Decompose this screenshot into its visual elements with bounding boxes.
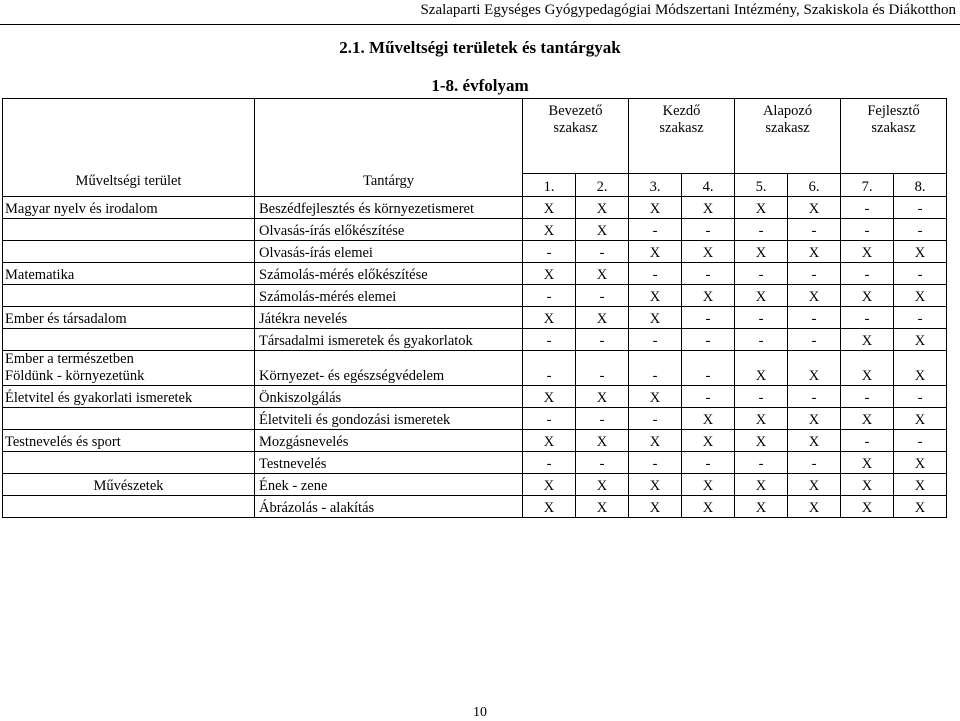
cell-mark: X <box>841 241 894 263</box>
cell-mark: - <box>841 263 894 285</box>
cell-mark: X <box>682 408 735 430</box>
cell-mark: X <box>523 386 576 408</box>
cell-mark: X <box>523 197 576 219</box>
cell-mark: - <box>523 351 576 386</box>
cell-mark: X <box>788 197 841 219</box>
cell-mark: X <box>682 474 735 496</box>
cell-subject: Számolás-mérés elemei <box>255 285 523 307</box>
table-row <box>3 307 947 329</box>
cell-mark: - <box>576 241 629 263</box>
cell-mark: X <box>841 474 894 496</box>
phase-name: Bevezető <box>548 103 603 119</box>
cell-area <box>3 329 255 351</box>
cell-mark: - <box>682 307 735 329</box>
table-row <box>3 452 947 474</box>
cell-mark: X <box>682 496 735 518</box>
phase-suffix: szakasz <box>765 120 810 136</box>
header-subject: Tantárgy <box>255 99 523 197</box>
cell-mark: - <box>576 408 629 430</box>
cell-mark: - <box>735 452 788 474</box>
grade-header: 1. <box>523 174 576 197</box>
grade-header: 5. <box>735 174 788 197</box>
cell-mark: X <box>629 430 682 452</box>
cell-mark: - <box>576 351 629 386</box>
cell-area <box>3 496 255 518</box>
table-row <box>3 351 947 386</box>
cell-mark: - <box>523 408 576 430</box>
grade-header: 7. <box>841 174 894 197</box>
cell-mark: - <box>629 452 682 474</box>
table-row <box>3 386 947 408</box>
cell-mark: X <box>788 408 841 430</box>
phase-name: Kezdő <box>662 103 701 119</box>
cell-area: Testnevelés és sport <box>3 430 255 452</box>
cell-mark: - <box>841 307 894 329</box>
cell-mark: - <box>576 285 629 307</box>
cell-mark: X <box>576 197 629 219</box>
cell-mark: - <box>629 408 682 430</box>
cell-mark: X <box>735 241 788 263</box>
area-line: Ember a természetben <box>5 351 134 367</box>
cell-mark: - <box>788 219 841 241</box>
cell-mark: - <box>629 351 682 386</box>
cell-area: Életvitel és gyakorlati ismeretek <box>3 386 255 408</box>
header-area: Műveltségi terület <box>3 99 255 197</box>
cell-mark: X <box>735 496 788 518</box>
cell-mark: - <box>841 430 894 452</box>
cell-mark: X <box>682 285 735 307</box>
table-row <box>3 219 947 241</box>
cell-subject: Testnevelés <box>255 452 523 474</box>
cell-area: Művészetek <box>3 474 255 496</box>
cell-mark: X <box>894 351 947 386</box>
cell-mark: X <box>629 474 682 496</box>
cell-mark: - <box>735 219 788 241</box>
table-row <box>3 263 947 285</box>
grade-title: 1-8. évfolyam <box>431 76 529 95</box>
header-phase <box>629 99 735 174</box>
cell-area <box>3 408 255 430</box>
cell-mark: X <box>682 241 735 263</box>
cell-mark: X <box>841 329 894 351</box>
cell-mark: X <box>629 386 682 408</box>
grade-header: 8. <box>894 174 947 197</box>
curriculum-table <box>2 98 947 518</box>
table-row <box>3 408 947 430</box>
cell-mark: X <box>629 241 682 263</box>
cell-area: Magyar nyelv és irodalom <box>3 197 255 219</box>
cell-mark: X <box>894 329 947 351</box>
cell-subject: Olvasás-írás elemei <box>255 241 523 263</box>
cell-mark: X <box>576 430 629 452</box>
cell-mark: - <box>682 329 735 351</box>
cell-mark: - <box>629 219 682 241</box>
cell-subject: Játékra nevelés <box>255 307 523 329</box>
grade-header: 4. <box>682 174 735 197</box>
cell-mark: X <box>841 285 894 307</box>
cell-mark: - <box>841 219 894 241</box>
cell-subject: Életviteli és gondozási ismeretek <box>255 408 523 430</box>
cell-mark: - <box>894 197 947 219</box>
cell-mark: X <box>788 241 841 263</box>
cell-mark: X <box>894 408 947 430</box>
phase-name: Fejlesztő <box>867 103 920 119</box>
cell-mark: X <box>682 430 735 452</box>
cell-mark: X <box>788 474 841 496</box>
cell-mark: X <box>629 197 682 219</box>
cell-mark: X <box>841 496 894 518</box>
cell-mark: - <box>629 263 682 285</box>
phase-suffix: szakasz <box>659 120 704 136</box>
cell-mark: X <box>629 285 682 307</box>
cell-subject: Mozgásnevelés <box>255 430 523 452</box>
page-number: 10 <box>473 705 487 720</box>
cell-mark: - <box>576 329 629 351</box>
table-row <box>3 474 947 496</box>
cell-mark: - <box>735 307 788 329</box>
cell-mark: X <box>894 241 947 263</box>
cell-mark: X <box>523 496 576 518</box>
cell-mark: X <box>735 408 788 430</box>
cell-mark: X <box>735 197 788 219</box>
cell-mark: X <box>735 285 788 307</box>
cell-mark: X <box>576 496 629 518</box>
cell-mark: X <box>735 351 788 386</box>
cell-mark: - <box>841 197 894 219</box>
phase-name: Alapozó <box>762 103 813 119</box>
cell-mark: X <box>735 474 788 496</box>
cell-mark: X <box>523 474 576 496</box>
cell-mark: - <box>682 452 735 474</box>
cell-subject: Beszédfejlesztés és környezetismeret <box>255 197 523 219</box>
cell-mark: X <box>788 351 841 386</box>
cell-mark: - <box>629 329 682 351</box>
cell-mark: - <box>894 219 947 241</box>
cell-mark: X <box>841 452 894 474</box>
cell-mark: X <box>682 197 735 219</box>
phase-suffix: szakasz <box>553 120 598 136</box>
cell-mark: X <box>629 496 682 518</box>
header-rule <box>0 24 960 25</box>
cell-mark: - <box>523 241 576 263</box>
cell-mark: X <box>523 263 576 285</box>
cell-mark: X <box>894 496 947 518</box>
cell-mark: - <box>894 386 947 408</box>
table-row <box>3 430 947 452</box>
cell-mark: X <box>523 307 576 329</box>
cell-subject: Olvasás-írás előkészítése <box>255 219 523 241</box>
cell-mark: - <box>788 263 841 285</box>
cell-mark: - <box>735 329 788 351</box>
cell-area <box>3 452 255 474</box>
cell-mark: X <box>841 351 894 386</box>
cell-area <box>3 241 255 263</box>
cell-mark: - <box>576 452 629 474</box>
cell-mark: X <box>629 307 682 329</box>
table-row <box>3 285 947 307</box>
cell-mark: X <box>894 474 947 496</box>
cell-mark: X <box>735 430 788 452</box>
cell-subject: Önkiszolgálás <box>255 386 523 408</box>
cell-mark: X <box>576 263 629 285</box>
cell-mark: - <box>523 285 576 307</box>
cell-mark: - <box>682 386 735 408</box>
cell-mark: X <box>788 430 841 452</box>
table-row <box>3 197 947 219</box>
cell-mark: - <box>894 263 947 285</box>
cell-mark: - <box>788 329 841 351</box>
section-title: 2.1. Műveltségi területek és tantárgyak <box>339 38 621 57</box>
table-row <box>3 329 947 351</box>
cell-mark: X <box>576 386 629 408</box>
cell-area <box>3 285 255 307</box>
header-phase <box>523 99 629 174</box>
cell-area <box>3 351 255 386</box>
area-line: Földünk - környezetünk <box>5 368 145 384</box>
cell-mark: X <box>788 285 841 307</box>
cell-mark: - <box>894 430 947 452</box>
cell-mark: X <box>894 452 947 474</box>
cell-area: Matematika <box>3 263 255 285</box>
table-row <box>3 241 947 263</box>
cell-mark: - <box>894 307 947 329</box>
grade-header: 2. <box>576 174 629 197</box>
cell-area: Ember és társadalom <box>3 307 255 329</box>
page-header: Szalaparti Egységes Gyógypedagógiai Módszertani Intézmény, Szakiskola és Diákotthon <box>420 2 956 18</box>
cell-subject: Számolás-mérés előkészítése <box>255 263 523 285</box>
cell-mark: - <box>523 452 576 474</box>
cell-mark: X <box>523 430 576 452</box>
cell-mark: - <box>735 263 788 285</box>
cell-mark: X <box>894 285 947 307</box>
cell-mark: - <box>682 351 735 386</box>
cell-mark: X <box>576 474 629 496</box>
cell-subject: Társadalmi ismeretek és gyakorlatok <box>255 329 523 351</box>
cell-subject: Környezet- és egészségvédelem <box>255 351 523 386</box>
cell-mark: - <box>682 263 735 285</box>
cell-mark: - <box>788 452 841 474</box>
cell-area <box>3 219 255 241</box>
grade-header: 6. <box>788 174 841 197</box>
table-row <box>3 496 947 518</box>
cell-mark: X <box>841 408 894 430</box>
cell-mark: X <box>576 219 629 241</box>
cell-mark: - <box>841 386 894 408</box>
cell-mark: - <box>682 219 735 241</box>
cell-mark: X <box>576 307 629 329</box>
cell-mark: - <box>788 386 841 408</box>
cell-mark: - <box>523 329 576 351</box>
phase-suffix: szakasz <box>871 120 916 136</box>
cell-mark: X <box>788 496 841 518</box>
cell-mark: X <box>523 219 576 241</box>
cell-mark: - <box>735 386 788 408</box>
header-phase <box>841 99 947 174</box>
cell-subject: Ábrázolás - alakítás <box>255 496 523 518</box>
cell-mark: - <box>788 307 841 329</box>
grade-header: 3. <box>629 174 682 197</box>
cell-subject: Ének - zene <box>255 474 523 496</box>
header-phase <box>735 99 841 174</box>
